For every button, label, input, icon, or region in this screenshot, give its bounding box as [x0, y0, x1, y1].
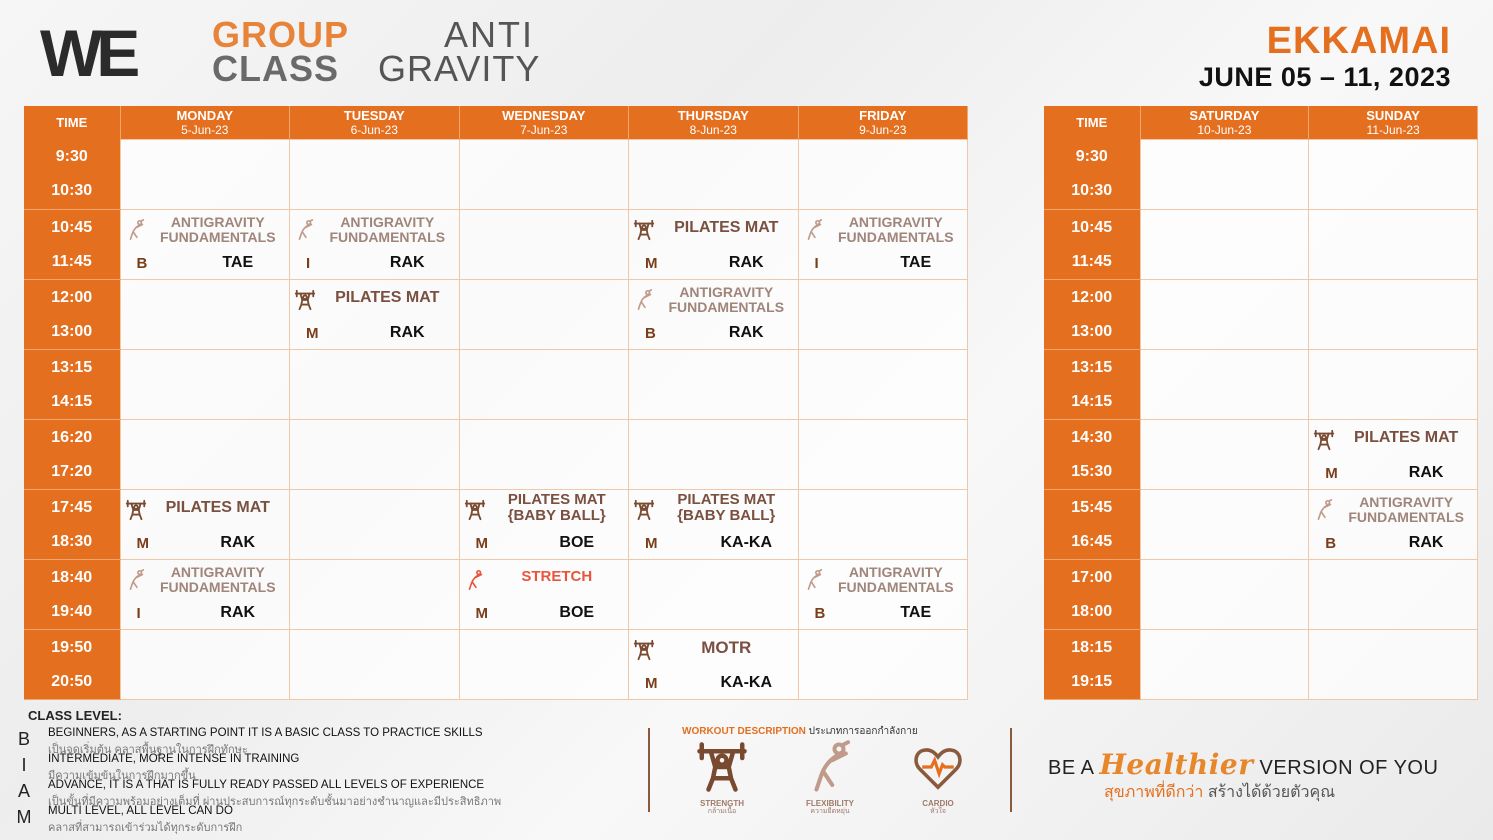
empty-cell: [120, 140, 290, 210]
strength-icon: [682, 740, 762, 799]
class-entry[interactable]: [460, 560, 629, 629]
empty-cell: [798, 630, 968, 700]
day-name: FRIDAY: [859, 107, 907, 123]
empty-cell: [798, 420, 968, 490]
flexibility-icon: [633, 289, 655, 313]
flexibility-icon: [125, 219, 147, 243]
time-slot-row: [1044, 280, 1478, 350]
day-date: 9-Jun-23: [859, 122, 907, 137]
empty-cell: [1309, 280, 1478, 350]
end-time: 19:40: [51, 602, 93, 620]
flexibility-icon: [464, 569, 486, 593]
class-entry[interactable]: [121, 210, 290, 279]
class-entry[interactable]: [121, 490, 290, 559]
flexibility-icon: [1313, 499, 1335, 523]
class-level: I: [306, 255, 311, 272]
class-name: ANTIGRAVITY FUNDAMENTALS: [159, 564, 276, 595]
empty-cell: [120, 420, 290, 490]
logo-class: CLASS: [212, 48, 340, 89]
logo-anti: ANTI: [444, 14, 535, 55]
empty-cell: [1309, 560, 1478, 630]
day-header-sunday: [1309, 106, 1478, 140]
class-name: STRETCH: [521, 568, 593, 585]
class-entry[interactable]: [799, 560, 968, 629]
flexibility-icon: [790, 740, 870, 799]
logo-we: WE: [40, 16, 135, 90]
class-cell[interactable]: [459, 560, 629, 630]
branch-name: EKKAMAI: [1266, 20, 1451, 62]
day-name: TUESDAY: [343, 107, 405, 123]
time-slot-row: [24, 210, 968, 280]
empty-cell: [1140, 350, 1309, 420]
class-cell[interactable]: [629, 280, 799, 350]
time-slot-row: [24, 280, 968, 350]
end-time: 10:30: [51, 182, 93, 200]
end-time: 13:00: [1071, 322, 1113, 340]
class-coach: KA-KA: [720, 674, 773, 691]
day-date: 7-Jun-23: [520, 122, 568, 137]
class-cell[interactable]: [1309, 490, 1478, 560]
level-b: [14, 727, 634, 756]
level-letter: I: [21, 755, 27, 775]
start-time: 16:20: [51, 428, 93, 446]
class-name: PILATES MAT: [335, 289, 440, 306]
class-cell[interactable]: [798, 210, 968, 280]
class-name: ANTIGRAVITY FUNDAMENTALS: [329, 214, 446, 245]
time-cell: [1044, 140, 1140, 210]
start-time: 10:45: [1071, 218, 1113, 236]
class-coach: RAK: [1408, 464, 1444, 481]
workout-label: STRENGTH: [700, 799, 744, 808]
time-cell: [24, 490, 120, 560]
empty-cell: [1140, 560, 1309, 630]
start-time: 12:00: [51, 288, 93, 306]
end-time: 18:00: [1071, 602, 1113, 620]
class-coach: TAE: [900, 254, 932, 271]
class-cell[interactable]: [629, 630, 799, 700]
empty-cell: [459, 350, 629, 420]
class-name: PILATES MAT {BABY BALL}: [677, 491, 776, 524]
day-name: SUNDAY: [1366, 107, 1420, 123]
empty-cell: [1140, 630, 1309, 700]
time-cell: [24, 630, 120, 700]
time-cell: [1044, 630, 1140, 700]
empty-cell: [629, 560, 799, 630]
level-description-thai: คลาสที่สามารถเข้าร่วมได้ทุกระดับการฝึก: [48, 822, 243, 834]
time-slot-row: [1044, 140, 1478, 210]
workout-label-thai: ความยืดหยุ่น: [810, 808, 850, 815]
start-time: 9:30: [55, 148, 88, 166]
time-cell: [24, 210, 120, 280]
level-description: MULTI LEVEL, ALL LEVEL CAN DO: [48, 805, 233, 817]
level-description: BEGINNERS, AS A STARTING POINT IT IS A BASIC CLASS TO PRACTICE SKILLS: [48, 727, 483, 739]
time-cell: [1044, 210, 1140, 280]
end-time: 14:15: [1071, 392, 1113, 410]
empty-cell: [290, 350, 460, 420]
start-time: 10:45: [51, 218, 93, 236]
start-time: 13:15: [51, 358, 93, 376]
class-entry[interactable]: [121, 560, 290, 629]
start-time: 14:30: [1071, 428, 1113, 446]
level-description-thai: เป็นขั้นที่มีความพร้อมอย่างเต็มที่ ผ่านประสบการณ์ทุกระดับชั้นมาอย่างชำนาญและมีประสิทธิภาพ: [48, 796, 502, 808]
end-time: 10:30: [1071, 182, 1113, 200]
day-date: 6-Jun-23: [350, 122, 398, 137]
empty-cell: [629, 420, 799, 490]
start-time: 9:30: [1075, 148, 1108, 166]
flexibility-icon: [803, 569, 825, 593]
class-entry[interactable]: [629, 280, 798, 349]
empty-cell: [1309, 140, 1478, 210]
class-cell[interactable]: [120, 490, 290, 560]
workout-label-thai: กล้ามเนื้อ: [707, 808, 737, 815]
class-level: M: [1325, 465, 1338, 482]
class-name: ANTIGRAVITY FUNDAMENTALS: [668, 284, 785, 315]
time-slot-row: [1044, 420, 1478, 490]
start-time: 15:45: [1071, 498, 1113, 516]
class-level: M: [306, 325, 319, 342]
empty-cell: [290, 630, 460, 700]
day-header-thursday: [629, 106, 799, 140]
class-entry[interactable]: [290, 280, 459, 349]
date-range: JUNE 05 – 11, 2023: [1198, 62, 1451, 92]
class-level: B: [645, 325, 656, 342]
end-time: 16:45: [1071, 532, 1113, 550]
level-description-thai: เป็นจุดเริ่มต้น คลาสพื้นฐานในการฝึกทักษะ: [48, 744, 248, 756]
day-date: 5-Jun-23: [181, 122, 229, 137]
time-cell: [1044, 350, 1140, 420]
start-time: 17:00: [1071, 568, 1113, 586]
day-date: 8-Jun-23: [689, 122, 737, 137]
level-letter: B: [17, 729, 30, 749]
divider: [1010, 728, 1012, 812]
empty-cell: [459, 280, 629, 350]
empty-cell: [1140, 210, 1309, 280]
time-cell: [24, 560, 120, 630]
class-cell[interactable]: [629, 490, 799, 560]
class-coach: RAK: [389, 324, 425, 341]
class-level: M: [645, 675, 658, 692]
day-header-wednesday: [459, 106, 629, 140]
divider: [648, 728, 650, 812]
empty-cell: [1309, 350, 1478, 420]
time-cell: [24, 420, 120, 490]
start-time: 12:00: [1071, 288, 1113, 306]
empty-cell: [120, 350, 290, 420]
empty-cell: [459, 210, 629, 280]
time-cell: [24, 350, 120, 420]
empty-cell: [798, 490, 968, 560]
level-description: ADVANCE, IT IS A THAT IS FULLY READY PASSED ALL LEVELS OF EXPERIENCE: [48, 779, 485, 791]
class-level: I: [814, 255, 819, 272]
class-cell[interactable]: [629, 210, 799, 280]
time-cell: [1044, 560, 1140, 630]
time-cell: [1044, 490, 1140, 560]
class-name: PILATES MAT: [165, 499, 270, 516]
empty-cell: [290, 560, 460, 630]
level-description: INTERMEDIATE, MORE INTENSE IN TRAINING: [48, 753, 300, 765]
flexibility-icon: [125, 569, 147, 593]
class-level-title: CLASS LEVEL:: [28, 708, 122, 723]
level-description-thai: มีความเข้มข้นในการฝึกมากขึ้น: [48, 770, 196, 782]
strength-icon: [1313, 429, 1335, 453]
class-level: B: [1325, 535, 1337, 552]
workout-label: CARDIO: [922, 799, 954, 808]
class-entry[interactable]: [1309, 490, 1477, 559]
strength-icon: [464, 499, 486, 523]
time-cell: [1044, 280, 1140, 350]
class-entry[interactable]: [1309, 420, 1477, 489]
start-time: 18:40: [51, 568, 93, 586]
end-time: 18:30: [51, 532, 93, 550]
time-slot-row: [24, 490, 968, 560]
time-slot-row: [1044, 350, 1478, 420]
empty-cell: [290, 420, 460, 490]
empty-cell: [120, 630, 290, 700]
class-entry[interactable]: [460, 490, 629, 559]
empty-cell: [459, 140, 629, 210]
time-cell: [1044, 420, 1140, 490]
end-time: 17:20: [51, 462, 93, 480]
class-name: ANTIGRAVITY FUNDAMENTALS: [1348, 494, 1464, 525]
class-name: ANTIGRAVITY FUNDAMENTALS: [837, 564, 954, 595]
time-slot-row: [24, 350, 968, 420]
slogan: BE A Healthier VERSION OF YOU: [1048, 748, 1439, 781]
start-time: 19:50: [51, 638, 93, 656]
strength-icon: [125, 499, 147, 523]
level-letter: M: [16, 807, 32, 827]
class-coach: RAK: [728, 324, 764, 341]
empty-cell: [290, 490, 460, 560]
class-level: M: [136, 535, 149, 552]
level-m: [14, 805, 634, 834]
start-time: 18:15: [1071, 638, 1113, 656]
day-header-friday: [798, 106, 968, 140]
empty-cell: [459, 630, 629, 700]
class-cell[interactable]: [290, 210, 460, 280]
time-slot-row: [1044, 490, 1478, 560]
strength-icon: [633, 639, 655, 663]
empty-cell: [1309, 630, 1478, 700]
class-name: MOTR: [701, 638, 752, 657]
class-cell[interactable]: [120, 210, 290, 280]
class-name: ANTIGRAVITY FUNDAMENTALS: [159, 214, 276, 245]
flexibility-icon: [803, 219, 825, 243]
end-time: 19:15: [1071, 672, 1113, 690]
class-coach: KA-KA: [720, 534, 773, 551]
day-name: MONDAY: [176, 107, 234, 123]
class-cell[interactable]: [1309, 420, 1478, 490]
empty-cell: [1140, 490, 1309, 560]
empty-cell: [1140, 140, 1309, 210]
class-name: PILATES MAT: [1353, 429, 1459, 446]
class-name: ANTIGRAVITY FUNDAMENTALS: [837, 214, 954, 245]
time-slot-row: [1044, 560, 1478, 630]
time-header: TIME: [1044, 106, 1140, 140]
day-name: SATURDAY: [1189, 107, 1260, 123]
class-name: PILATES MAT: [674, 219, 779, 236]
class-level: M: [645, 535, 658, 552]
empty-cell: [1309, 210, 1478, 280]
workout-description-title: WORKOUT DESCRIPTION ประเภทการออกกำลังกาย: [682, 726, 918, 737]
day-date: 11-Jun-23: [1366, 122, 1420, 137]
class-cell[interactable]: [798, 560, 968, 630]
end-time: 15:30: [1071, 462, 1113, 480]
class-coach: RAK: [220, 534, 256, 551]
class-cell[interactable]: [459, 490, 629, 560]
end-time: 20:50: [51, 672, 93, 690]
level-a: [14, 779, 634, 808]
time-slot-row: [1044, 210, 1478, 280]
start-time: 13:15: [1071, 358, 1113, 376]
workout-item-flexibility: [790, 740, 870, 816]
class-level: M: [475, 535, 488, 552]
empty-cell: [120, 280, 290, 350]
empty-cell: [459, 420, 629, 490]
logo-group: GROUP: [212, 14, 350, 55]
day-header-monday: [120, 106, 290, 140]
end-time: 11:45: [51, 252, 92, 270]
weekday-schedule: [24, 106, 968, 700]
class-level: M: [475, 605, 488, 622]
class-entry[interactable]: [629, 210, 798, 279]
flexibility-icon: [294, 219, 316, 243]
weekend-schedule: [1044, 106, 1478, 700]
time-slot-row: [24, 420, 968, 490]
empty-cell: [629, 350, 799, 420]
time-cell: [24, 280, 120, 350]
time-header: TIME: [24, 106, 120, 140]
time-slot-row: [24, 630, 968, 700]
end-time: 11:45: [1071, 252, 1112, 270]
class-level: B: [136, 255, 148, 272]
start-time: 17:45: [51, 498, 93, 516]
time-cell: [24, 140, 120, 210]
day-header-saturday: [1140, 106, 1309, 140]
end-time: 13:00: [51, 322, 93, 340]
class-level: M: [645, 255, 658, 272]
class-coach: RAK: [728, 254, 764, 271]
level-letter: A: [17, 781, 30, 801]
class-coach: RAK: [1408, 534, 1444, 551]
cardio-icon: [898, 740, 978, 799]
level-i: [14, 753, 634, 782]
class-coach: BOE: [559, 604, 595, 621]
class-level: B: [814, 605, 826, 622]
class-level: I: [136, 605, 141, 622]
logo-gravity: GRAVITY: [378, 48, 541, 89]
day-name: WEDNESDAY: [502, 107, 586, 123]
empty-cell: [1140, 280, 1309, 350]
workout-item-strength: [682, 740, 762, 816]
strength-icon: [633, 499, 655, 523]
class-coach: RAK: [389, 254, 425, 271]
brand-logo: [40, 14, 600, 90]
strength-icon: [294, 289, 316, 313]
empty-cell: [798, 350, 968, 420]
day-date: 10-Jun-23: [1197, 122, 1252, 137]
strength-icon: [633, 219, 655, 243]
class-entry[interactable]: [290, 210, 459, 279]
class-entry[interactable]: [629, 490, 798, 559]
empty-cell: [798, 280, 968, 350]
empty-cell: [1140, 420, 1309, 490]
class-coach: TAE: [222, 254, 254, 271]
empty-cell: [290, 140, 460, 210]
class-entry[interactable]: [799, 210, 968, 279]
time-slot-row: [24, 140, 968, 210]
empty-cell: [798, 140, 968, 210]
class-coach: BOE: [559, 534, 595, 551]
end-time: 14:15: [51, 392, 93, 410]
class-coach: TAE: [900, 604, 932, 621]
class-coach: RAK: [220, 604, 256, 621]
class-cell[interactable]: [120, 560, 290, 630]
class-entry[interactable]: [629, 630, 798, 699]
class-cell[interactable]: [290, 280, 460, 350]
workout-label-thai: หัวใจ: [929, 808, 947, 815]
day-header-tuesday: [290, 106, 460, 140]
workout-item-cardio: [898, 740, 978, 816]
time-slot-row: [1044, 630, 1478, 700]
day-name: THURSDAY: [677, 107, 749, 123]
slogan-thai: สุขภาพที่ดีกว่า สร้างได้ด้วยตัวคุณ: [1104, 784, 1336, 801]
class-name: PILATES MAT {BABY BALL}: [507, 491, 606, 524]
empty-cell: [629, 140, 799, 210]
workout-label: FLEXIBILITY: [806, 799, 854, 808]
time-slot-row: [24, 560, 968, 630]
